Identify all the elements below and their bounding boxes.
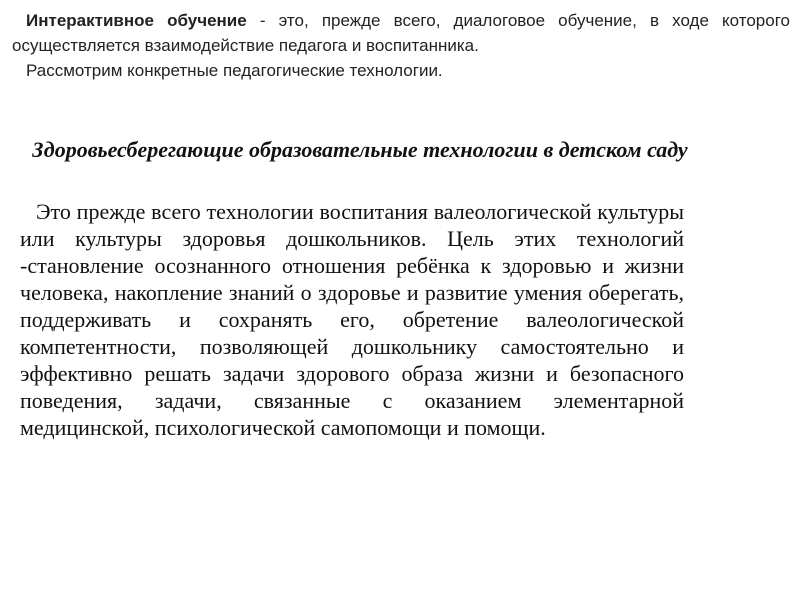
intro-term: Интерактивное обучение [26,11,247,30]
intro-paragraph [12,8,790,58]
intro-block [12,8,790,83]
section-title: Здоровьесберегающие образовательные технологии в детском саду [32,137,688,162]
intro-definition: - это, прежде всего, диалоговое обучение, в ходе которого осуществляется взаимодействие педагога и воспитанника. [12,11,790,55]
section-body: Это прежде всего технологии воспитания валеологической культуры или культуры здоровья дошкольников. Цель этих технологий -становление осознанного отношения ребёнка к здоровью и жизни человека, накопление знаний о здоровье и развитие умения оберегать, поддерживать и сохранять его, обретение валеологической компетентности, позволяющей дошкольнику самостоятельно и эффективно решать задачи здорового образа жизни и безопасного поведения, задачи, связанные с оказанием элементарной медицинской, психологической самопомощи и помощи. [20,199,684,440]
intro-next-line: Рассмотрим конкретные педагогические технологии. [26,61,443,80]
